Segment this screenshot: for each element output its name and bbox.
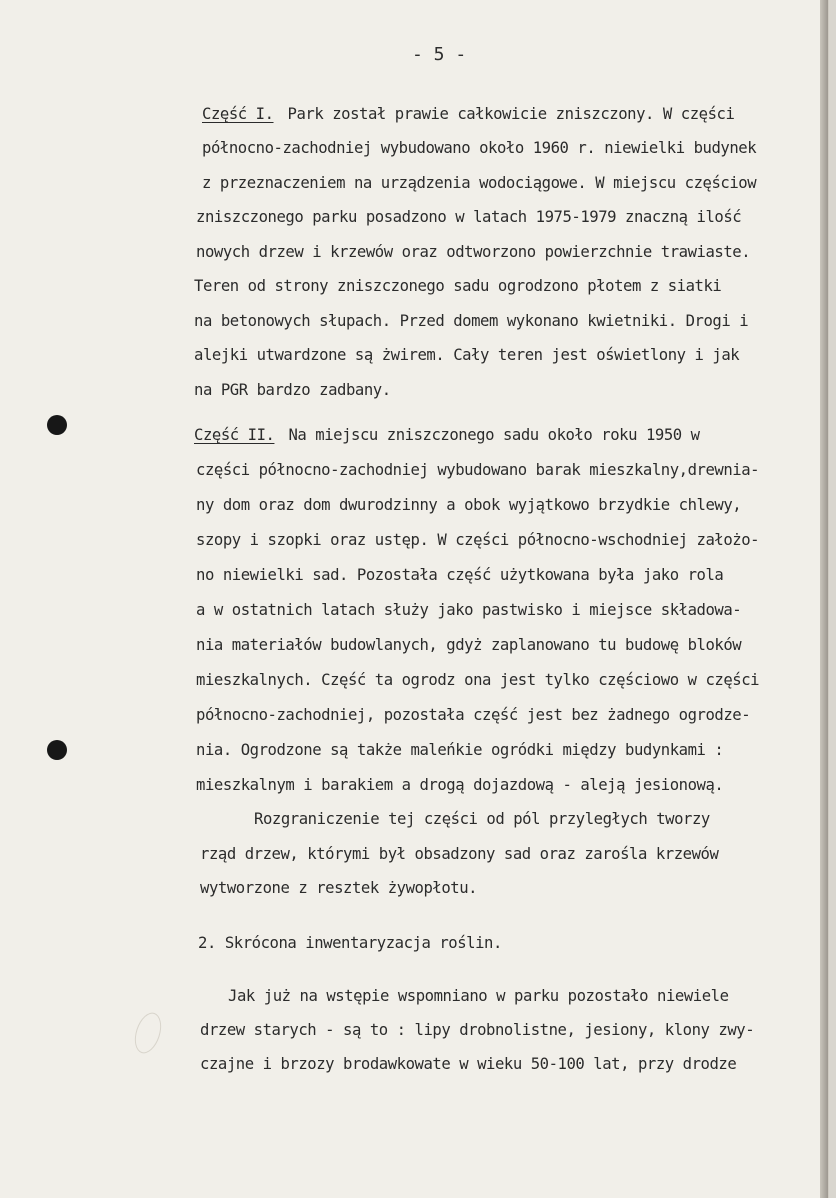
section-3-line-2: drzew starych - są to : lipy drobnolistne, jesiony, klony zwy- — [200, 1021, 755, 1039]
scan-edge-shadow — [820, 0, 828, 1198]
section-2-line-13: rząd drzew, którymi był obsadzony sad oraz zarośla krzewów — [200, 845, 719, 863]
punch-hole-upper — [47, 415, 67, 435]
section-1-line-9: na PGR bardzo zadbany. — [194, 381, 391, 399]
faint-ghost-mark — [130, 1009, 166, 1056]
section-2-line-6: a w ostatnich latach służy jako pastwisko i miejsce składowa- — [196, 601, 742, 619]
section-2-line-3: ny dom oraz dom dwurodzinny a obok wyjątkowo brzydkie chlewy, — [196, 496, 742, 514]
section-1-line-6: Teren od strony zniszczonego sadu ogrodzono płotem z siatki — [194, 277, 722, 295]
section-2-first-line — [194, 425, 700, 445]
section-3-line-3: czajne i brzozy brodawkowate w wieku 50-100 lat, przy drodze — [200, 1055, 737, 1073]
section-1-line-8: alejki utwardzone są żwirem. Cały teren jest oświetlony i jak — [194, 346, 740, 364]
section-2-line-9: północno-zachodniej, pozostała część jest bez żadnego ogrodze- — [196, 706, 751, 724]
punch-hole-lower — [47, 740, 67, 760]
section-2-line-7: nia materiałów budowlanych, gdyż zaplanowano tu budowę bloków — [196, 636, 742, 654]
section-1-line-5: nowych drzew i krzewów oraz odtworzono powierzchnie trawiaste. — [196, 243, 751, 261]
section-1-line-7: na betonowych słupach. Przed domem wykonano kwietniki. Drogi i — [194, 312, 749, 330]
section-1-line-4: zniszczonego parku posadzono w latach 1975-1979 znaczną ilość — [196, 208, 742, 226]
section-3-heading: 2. Skrócona inwentaryzacja roślin. — [198, 934, 502, 952]
section-2-line-5: no niewielki sad. Pozostała część użytkowana była jako rola — [196, 566, 724, 584]
section-1-heading: Część I. — [202, 105, 274, 123]
section-2-line-1: Na miejscu zniszczonego sadu około roku 1950 w — [288, 426, 700, 444]
section-2-line-4: szopy i szopki oraz ustęp. W części północno-wschodniej założo- — [196, 531, 760, 549]
section-2-line-14: wytworzone z resztek żywopłotu. — [200, 879, 478, 897]
section-1-first-line — [202, 104, 734, 124]
page-number: - 5 - — [412, 44, 467, 65]
section-3-line-1: Jak już na wstępie wspomniano w parku pozostało niewiele — [228, 987, 729, 1005]
section-1-line-3: z przeznaczeniem na urządzenia wodociągowe. W miejscu częściow — [202, 174, 757, 192]
section-2-line-12: Rozgraniczenie tej części od pól przyległych tworzy — [254, 810, 710, 828]
section-2-line-10: nia. Ogrodzone są także maleńkie ogródki między budynkami : — [196, 741, 724, 759]
section-1-line-2: północno-zachodniej wybudowano około 1960 r. niewielki budynek — [202, 139, 757, 157]
section-2-heading: Część II. — [194, 426, 275, 444]
section-2-line-11: mieszkalnym i barakiem a drogą dojazdową - aleją jesionową. — [196, 776, 724, 794]
section-1-line-1: Park został prawie całkowicie zniszczony. W części — [287, 105, 735, 123]
section-2-line-2: części północno-zachodniej wybudowano barak mieszkalny,drewnia- — [196, 461, 760, 479]
section-2-line-8: mieszkalnych. Część ta ogrodz ona jest tylko częściowo w części — [196, 671, 760, 689]
